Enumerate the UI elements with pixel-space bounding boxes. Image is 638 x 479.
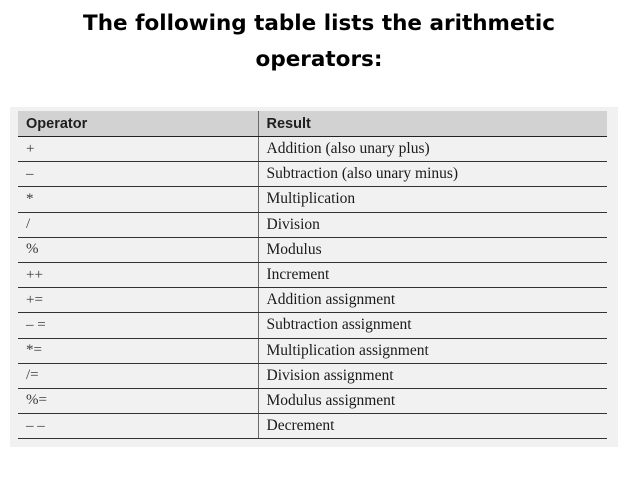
table-row [18,288,607,313]
table-row [18,363,607,388]
result-cell: Increment [258,262,607,287]
table-row [18,414,607,439]
result-cell: Decrement [258,414,607,439]
operator-cell: – – [18,414,258,439]
table-row [18,162,607,187]
operator-cell: %= [18,388,258,413]
table-row [18,237,607,262]
result-cell: Subtraction assignment [258,313,607,338]
arithmetic-operators-table [18,111,607,439]
operator-cell: /= [18,363,258,388]
operator-cell: + [18,137,258,162]
operator-cell: – [18,162,258,187]
operator-cell: * [18,187,258,212]
table-row [18,388,607,413]
result-cell: Multiplication [258,187,607,212]
operator-cell: – = [18,313,258,338]
operator-cell: *= [18,338,258,363]
result-cell: Subtraction (also unary minus) [258,162,607,187]
table-row [18,212,607,237]
result-cell: Multiplication assignment [258,338,607,363]
operator-cell: / [18,212,258,237]
operators-table-image [10,107,618,447]
operator-cell: % [18,237,258,262]
operator-cell: += [18,288,258,313]
result-cell: Modulus [258,237,607,262]
table-row [18,262,607,287]
result-cell: Division assignment [258,363,607,388]
result-cell: Addition assignment [258,288,607,313]
table-row [18,187,607,212]
result-cell: Division [258,212,607,237]
result-cell: Modulus assignment [258,388,607,413]
table-row [18,313,607,338]
table-row [18,338,607,363]
column-header-result: Result [258,111,607,137]
table-header-row [18,111,607,137]
slide-title [0,6,638,78]
operator-cell: ++ [18,262,258,287]
title-line-2: operators: [255,47,383,72]
column-header-operator: Operator [18,111,258,137]
title-line-1: The following table lists the arithmetic [83,11,555,36]
table-row [18,137,607,162]
result-cell: Addition (also unary plus) [258,137,607,162]
